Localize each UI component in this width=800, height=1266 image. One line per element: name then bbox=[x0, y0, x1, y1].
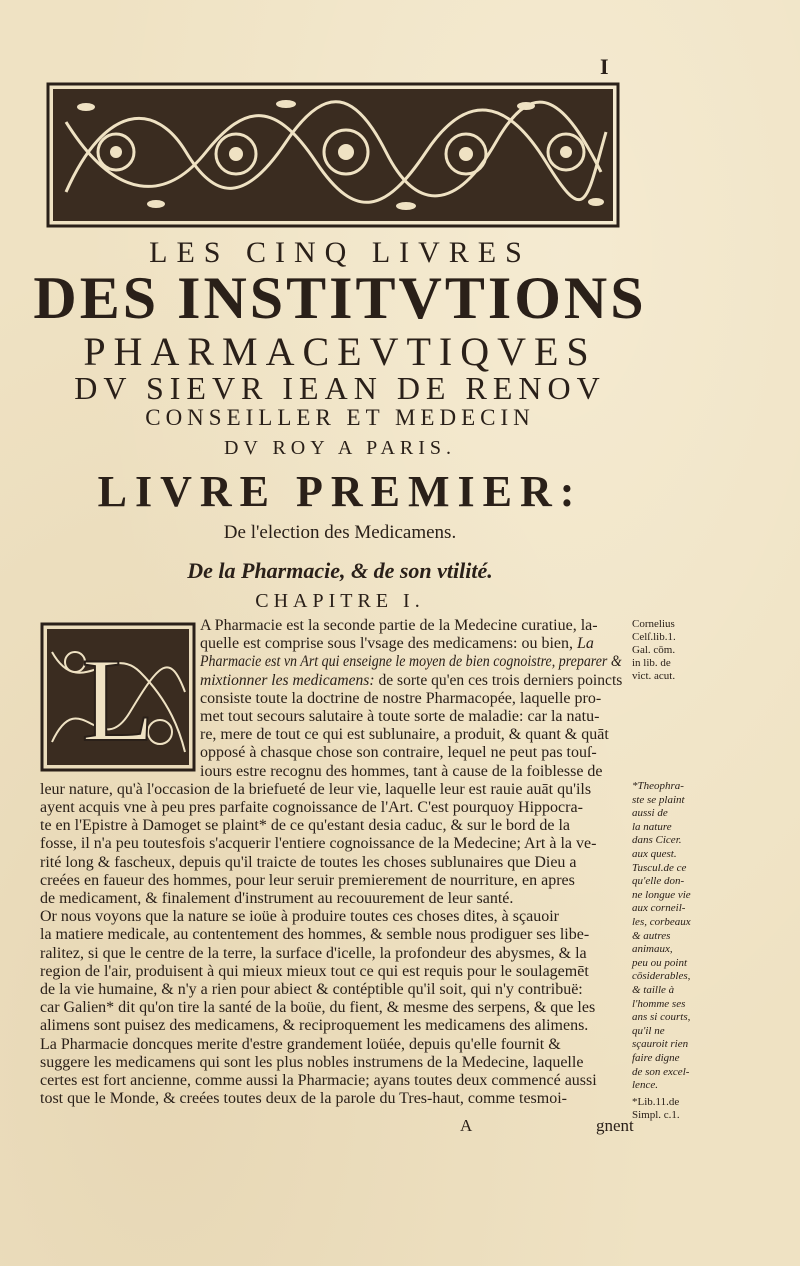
text-span: ralitez, si que le centre de la terre, la surface d'icelle, la profondeur des abysmes, & la bbox=[40, 944, 587, 962]
margin-note-line: aux quest. bbox=[632, 848, 677, 860]
margin-note-line: Celſ.lib.1. bbox=[632, 631, 676, 643]
text-line bbox=[40, 834, 622, 854]
text-line bbox=[40, 853, 622, 873]
text-line bbox=[200, 652, 622, 672]
svg-text:L: L bbox=[81, 633, 155, 766]
book-subtitle: De l'election des Medicamens. bbox=[223, 522, 457, 543]
title-line-2: DES INSTITVTIONS bbox=[33, 265, 647, 331]
margin-note-line: Gal. cōm. bbox=[632, 644, 676, 656]
book-heading: LIVRE PREMIER: bbox=[97, 467, 583, 516]
decorated-initial-icon bbox=[40, 622, 196, 772]
text-span: La Pharmacie doncques merite d'estre grandement loüée, depuis qu'elle fournit & bbox=[40, 1035, 561, 1053]
text-span: de la vie humaine, & n'y a rien pour abiect & contéptible qu'il soit, qui n'y contribuë: bbox=[40, 981, 583, 998]
margin-note-line: *Lib.11.de bbox=[632, 1096, 680, 1108]
margin-note-line: & autres bbox=[632, 929, 671, 942]
ornamental-headpiece-icon bbox=[46, 82, 620, 228]
section-heading: De la Pharmacie, & de son vtilité. bbox=[187, 558, 493, 583]
text-span: tost que le Monde, & creées toutes deux de la parole du Tres-haut, comme tesmoi- bbox=[40, 1090, 567, 1108]
text-span: alimens sont puisez des medicamens, & reciproquement les medicamens des alimens. bbox=[40, 1017, 589, 1035]
margin-note-line: ste se plaint bbox=[632, 793, 685, 806]
text-line bbox=[40, 816, 622, 836]
text-line bbox=[40, 1016, 622, 1036]
text-line bbox=[200, 762, 622, 782]
text-line bbox=[40, 980, 622, 1000]
margin-note-line: la nature bbox=[632, 820, 672, 833]
text-span: certes est fort ancienne, comme aussi la Pharmacie; ayans toutes deux commencé aussi bbox=[40, 1072, 597, 1089]
margin-note-line: lence. bbox=[632, 1079, 658, 1092]
text-line bbox=[40, 780, 622, 800]
margin-note-line: & taille à bbox=[632, 984, 675, 996]
margin-note-line: cōsiderables, bbox=[632, 970, 691, 983]
margin-note-line: dans Cicer. bbox=[632, 834, 682, 847]
text-line bbox=[40, 962, 622, 982]
italic-text: Pharmacie est vn Art qui enseigne le moyen de bien cognoistre, preparer & bbox=[200, 653, 622, 671]
text-line bbox=[200, 689, 622, 709]
catchword: gnent bbox=[596, 1116, 634, 1135]
margin-note-line: faire digne bbox=[632, 1052, 680, 1064]
title-line-3: PHARMACEVTIQVES bbox=[83, 329, 597, 374]
margin-note-line: aux corneil- bbox=[632, 902, 686, 915]
margin-note-line: in lib. de bbox=[632, 657, 671, 669]
text-span: de medicament, & finalement d'instrument au recouurement de leur santé. bbox=[40, 890, 514, 907]
text-line bbox=[40, 907, 622, 927]
text-span: opposé à chasque chose son contraire, lequel ne peut pas touſ- bbox=[200, 744, 597, 762]
signature-mark: A bbox=[460, 1116, 473, 1135]
text-span: met tout secours salutaire à toute sorte de maladie: car la natu- bbox=[200, 708, 600, 725]
margin-note-line: l'homme ses bbox=[632, 997, 686, 1010]
text-span: iours estre recognu des hommes, tant à cause de la foiblesse de bbox=[200, 762, 603, 780]
text-span: leur nature, qu'à l'occasion de la briefueté de leur vie, laquelle leur est rauie auāt qu'ils bbox=[40, 780, 592, 798]
italic-text: mixtionner les medicamens: bbox=[200, 671, 375, 689]
text-line bbox=[200, 743, 622, 763]
margin-note-line: Tuscul.de ce bbox=[632, 861, 687, 874]
text-span: ayent acquis vne à peu pres parfaite cognoissance de l'Art. C'est pourquoy Hippocra- bbox=[40, 799, 583, 816]
text-line bbox=[40, 944, 622, 964]
author-line: DV SIEVR IEAN DE RENOV bbox=[74, 370, 606, 406]
text-span: rité long & fascheux, depuis qu'il traicte de toutes les choses sublunaires que Dieu a bbox=[40, 853, 577, 871]
margin-note-line: *Theophra- bbox=[632, 780, 684, 792]
text-line bbox=[40, 871, 622, 891]
text-line bbox=[40, 1071, 622, 1091]
text-span: te en l'Epistre à Damoget se plaint* de ce qu'estant desia caduc, & sur le bord de la bbox=[40, 817, 571, 835]
text-line bbox=[40, 998, 622, 1018]
text-span: Or nous voyons que la nature se ioüe à produire toutes ces choses dites, à sçauoir bbox=[40, 908, 559, 926]
margin-note-line: vict. acut. bbox=[632, 670, 676, 682]
margin-note-line: les, corbeaux bbox=[632, 916, 691, 928]
text-line bbox=[200, 725, 622, 745]
text-span: creées en faueur des hommes, pour leur seruir premierement de nourriture, en apres bbox=[40, 871, 575, 889]
text-line bbox=[40, 798, 622, 818]
text-span: quelle est comprise sous l'vsage des medicamens: ou bien, bbox=[200, 635, 578, 653]
margin-note-line: aussi de bbox=[632, 807, 668, 820]
author-office-line: CONSEILLER ET MEDECIN bbox=[145, 405, 535, 430]
margin-note-line: Simpl. c.1. bbox=[632, 1109, 680, 1121]
author-office-line-2: DV ROY A PARIS. bbox=[223, 437, 457, 459]
margin-note-line: ans si courts, bbox=[632, 1011, 691, 1024]
margin-note-line: sçauroit rien bbox=[632, 1038, 689, 1051]
text-line bbox=[40, 1035, 622, 1055]
text-span: region de l'air, produisent à qui mieux mieux tout ce qui est requis pour le soulagemēt bbox=[40, 962, 589, 980]
text-line bbox=[200, 707, 622, 727]
text-line bbox=[200, 671, 623, 691]
margin-note-line: de son excel- bbox=[632, 1065, 690, 1078]
text-line bbox=[40, 889, 622, 909]
margin-note-line: qu'il ne bbox=[632, 1024, 665, 1037]
margin-note-line: peu ou point bbox=[632, 956, 687, 969]
text-span: suggere les medicamens qui sont les plus nobles instrumens de la Medecine, laquelle bbox=[40, 1053, 584, 1071]
text-span: A Pharmacie est la seconde partie de la Medecine curatiue, la- bbox=[200, 617, 598, 634]
title-line-1: LES CINQ LIVRES bbox=[149, 236, 531, 269]
text-span: de sorte qu'en ces trois derniers poincts bbox=[374, 671, 623, 689]
text-line bbox=[200, 634, 622, 654]
text-line bbox=[40, 925, 622, 945]
text-line bbox=[40, 1089, 622, 1109]
text-span: fosse, il n'a peu toutesfois s'acquerir l'entiere cognoissance de la Medecine; Art à la ve- bbox=[40, 835, 597, 853]
text-span: consiste toute la doctrine de nostre Pharmacopée, laquelle pro- bbox=[200, 689, 602, 707]
chapter-heading: CHAPITRE I. bbox=[255, 590, 425, 612]
page-number: I bbox=[600, 54, 609, 79]
margin-note-line: animaux, bbox=[632, 943, 673, 956]
text-line bbox=[40, 1053, 622, 1073]
text-span: car Galien* dit qu'on tire la santé de la boüe, du fient, & mesme des serpens, & que les bbox=[40, 999, 596, 1017]
text-span: la matiere medicale, au contentement des hommes, & semble nous prodiguer ses libe- bbox=[40, 926, 590, 944]
margin-note-line: Cornelius bbox=[632, 618, 675, 630]
italic-text: La bbox=[577, 635, 594, 653]
text-line bbox=[200, 616, 622, 636]
margin-note-line: qu'elle don- bbox=[632, 875, 685, 888]
margin-note-line: ne longue vie bbox=[632, 888, 691, 901]
text-span: re, mere de tout ce qui est sublunaire, a produit, & quant & quāt bbox=[200, 726, 609, 744]
